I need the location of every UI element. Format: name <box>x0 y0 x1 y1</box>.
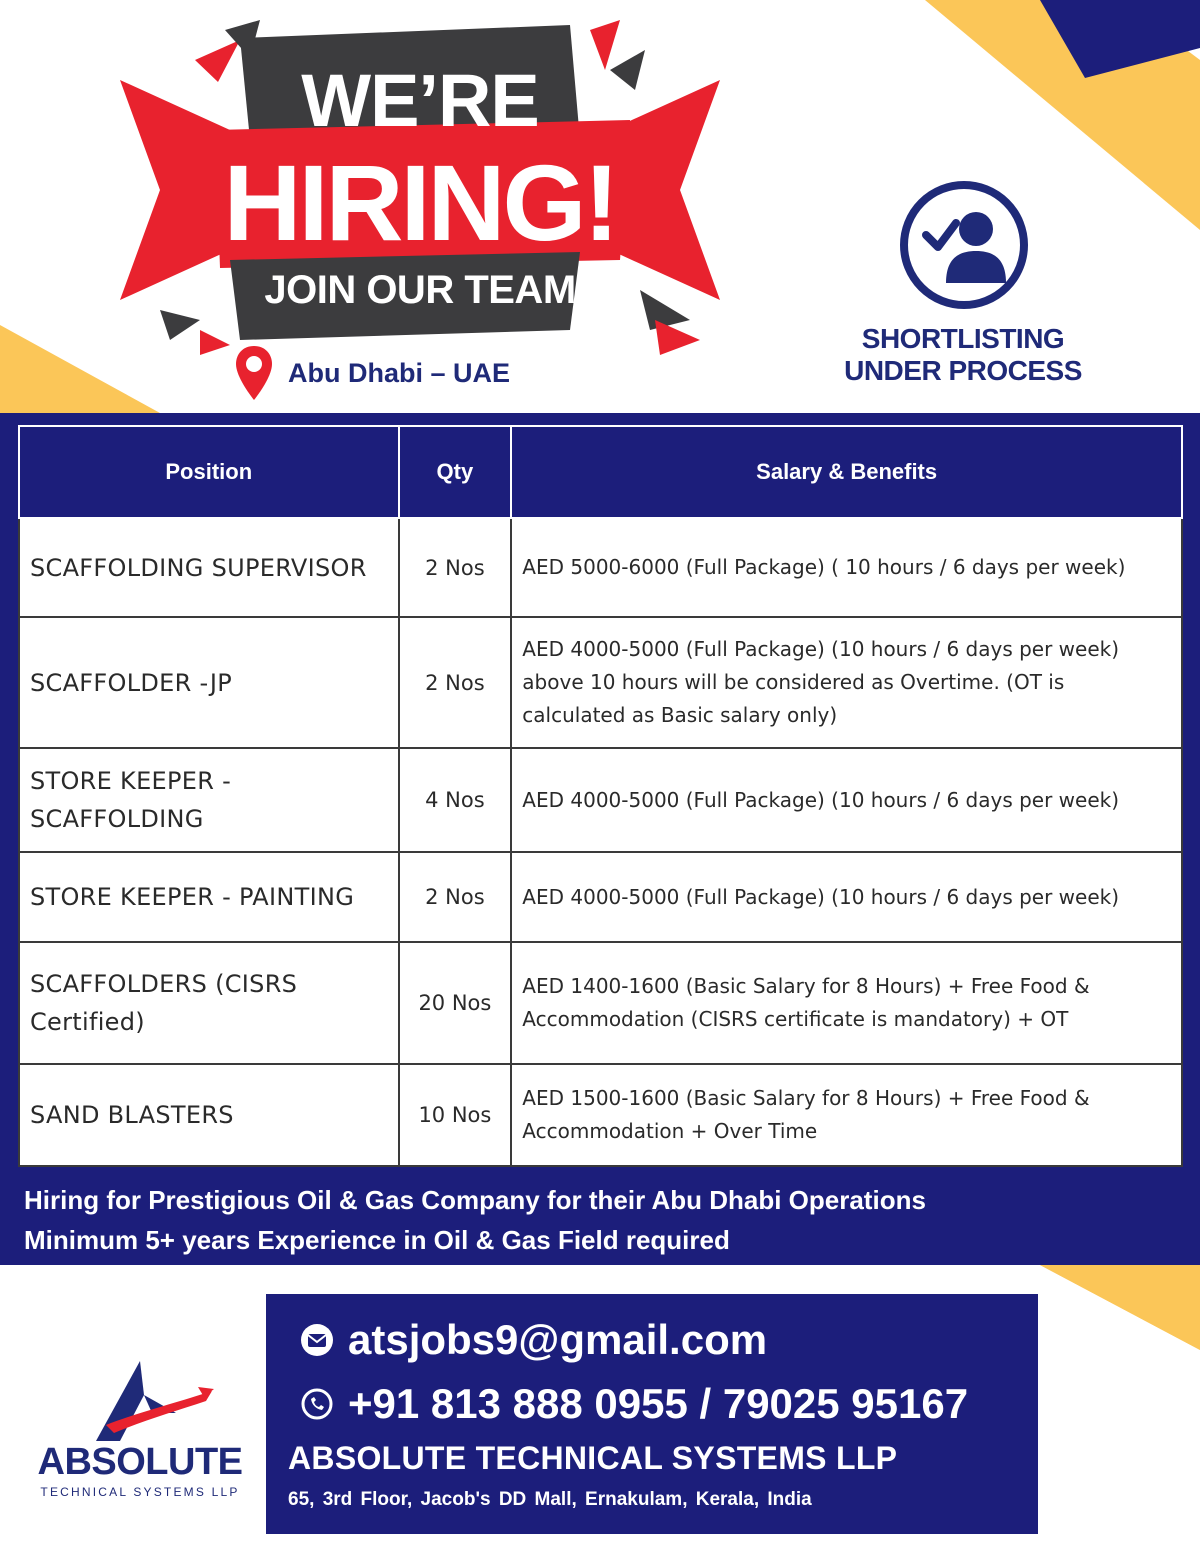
qty-cell: 2 Nos <box>399 617 512 748</box>
phone-text[interactable]: +91 813 888 0955 / 79025 95167 <box>348 1380 969 1427</box>
salary-cell: AED 1500-1600 (Basic Salary for 8 Hours) + Free Food & Accommodation + Over Time <box>511 1064 1182 1166</box>
position-cell: SCAFFOLDERS (CISRS Certified) <box>19 942 399 1064</box>
table-header-row <box>19 426 1182 518</box>
salary-cell: AED 4000-5000 (Full Package) (10 hours / 6 days per week) <box>511 852 1182 942</box>
shortlisting-line1: SHORTLISTING <box>861 323 1065 354</box>
note-line-1: Hiring for Prestigious Oil & Gas Company for their Abu Dhabi Operations <box>24 1185 926 1215</box>
qty-cell: 10 Nos <box>399 1064 512 1166</box>
whatsapp-icon <box>300 1387 334 1421</box>
header-position: Position <box>19 426 399 518</box>
hiring-banner <box>100 20 740 360</box>
table-row <box>19 518 1182 617</box>
company-address: 65, 3rd Floor, Jacob's DD Mall, Ernakulam, Kerala, India <box>288 1489 812 1510</box>
salary-cell: AED 1400-1600 (Basic Salary for 8 Hours) + Free Food & Accommodation (CISRS certificate is mandatory) + OT <box>511 942 1182 1064</box>
phone-row <box>300 1380 968 1428</box>
table-row <box>19 852 1182 942</box>
qty-cell: 2 Nos <box>399 518 512 617</box>
position-cell: SCAFFOLDER -JP <box>19 617 399 748</box>
contact-box <box>266 1294 1038 1534</box>
location <box>234 344 510 402</box>
table-row <box>19 748 1182 852</box>
table-row <box>19 617 1182 748</box>
qty-cell: 2 Nos <box>399 852 512 942</box>
email-text[interactable]: atsjobs9@gmail.com <box>348 1316 768 1363</box>
company-logo <box>24 1355 264 1505</box>
banner-title-were: WE’RE <box>301 59 539 142</box>
salary-cell: AED 5000-6000 (Full Package) ( 10 hours / 6 days per week) <box>511 518 1182 617</box>
shortlisting-text <box>838 323 1088 387</box>
user-check-icon <box>898 179 1030 311</box>
table-row <box>19 1064 1182 1166</box>
logo-name: ABSOLUTE <box>37 1441 243 1483</box>
email-icon <box>300 1323 334 1357</box>
header-qty: Qty <box>399 426 512 518</box>
qty-cell: 4 Nos <box>399 748 512 852</box>
requirements-note <box>24 1180 926 1260</box>
table-row <box>19 942 1182 1064</box>
position-cell: SAND BLASTERS <box>19 1064 399 1166</box>
jobs-table <box>18 425 1183 1167</box>
shortlisting-line2: UNDER PROCESS <box>844 355 1082 386</box>
shortlisting-badge <box>838 165 1088 405</box>
salary-cell: AED 4000-5000 (Full Package) (10 hours / 6 days per week) above 10 hours will be considered as Overtime. (OT is calculated as Basic salary only) <box>511 617 1182 748</box>
header-salary: Salary & Benefits <box>511 426 1182 518</box>
position-cell: STORE KEEPER - SCAFFOLDING <box>19 748 399 852</box>
email-row <box>300 1316 767 1364</box>
position-cell: SCAFFOLDING SUPERVISOR <box>19 518 399 617</box>
logo-subtitle: TECHNICAL SYSTEMS LLP <box>40 1485 240 1499</box>
qty-cell: 20 Nos <box>399 942 512 1064</box>
banner-join-team: JOIN OUR TEAM <box>264 268 576 312</box>
note-line-2: Minimum 5+ years Experience in Oil & Gas Field required <box>24 1225 730 1255</box>
location-text: Abu Dhabi – UAE <box>288 357 511 388</box>
company-name: ABSOLUTE TECHNICAL SYSTEMS LLP <box>288 1440 898 1476</box>
position-cell: STORE KEEPER - PAINTING <box>19 852 399 942</box>
location-pin-icon <box>234 344 274 402</box>
logo-mark-icon <box>86 1355 216 1445</box>
banner-title-hiring: HIRING! <box>223 142 617 263</box>
salary-cell: AED 4000-5000 (Full Package) (10 hours / 6 days per week) <box>511 748 1182 852</box>
